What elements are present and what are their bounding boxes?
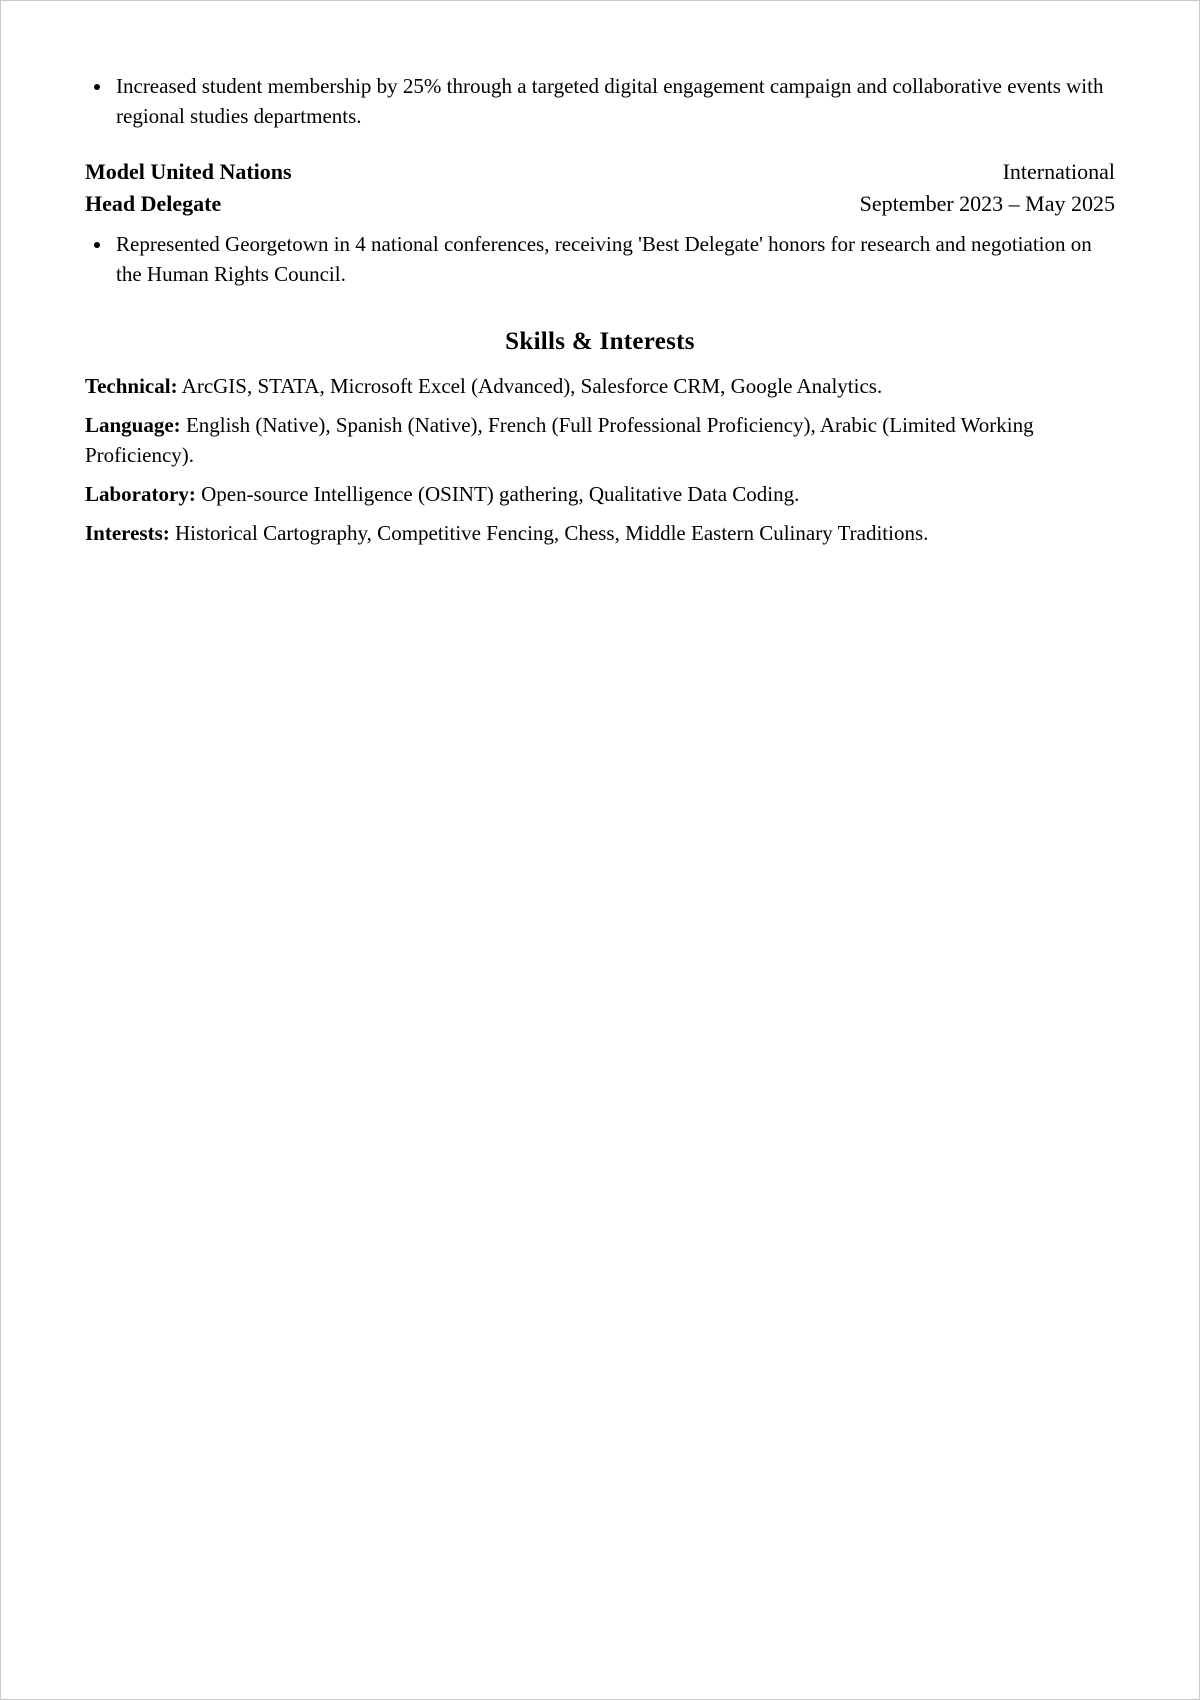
skill-label: Interests: (85, 521, 170, 545)
skill-label: Technical: (85, 374, 178, 398)
skill-line-laboratory (85, 479, 1115, 509)
entry-location: International (1002, 159, 1115, 184)
experience-entry-model-un (85, 157, 1115, 289)
role-title: Head Delegate (85, 191, 222, 216)
bullet-item: Increased student membership by 25% through a targeted digital engagement campaign and collaborative events with regional studies departments. (85, 71, 1115, 131)
organization-name: Model United Nations (85, 159, 292, 184)
skill-value: Historical Cartography, Competitive Fencing, Chess, Middle Eastern Culinary Traditions. (175, 521, 929, 545)
skill-value: Open-source Intelligence (OSINT) gathering, Qualitative Data Coding. (201, 482, 800, 506)
skill-value: ArcGIS, STATA, Microsoft Excel (Advanced), Salesforce CRM, Google Analytics. (181, 374, 883, 398)
skill-line-language (85, 410, 1115, 470)
skills-list (85, 371, 1115, 548)
skill-label: Language: (85, 413, 181, 437)
skill-label: Laboratory: (85, 482, 196, 506)
bullet-item: Represented Georgetown in 4 national conferences, receiving 'Best Delegate' honors for research and negotiation on the Human Rights Council. (85, 229, 1115, 289)
skill-value: English (Native), Spanish (Native), French (Full Professional Proficiency), Arabic (Limited Working Proficiency). (85, 413, 1034, 467)
entry-subheader-row (85, 189, 1115, 221)
skill-line-interests (85, 518, 1115, 548)
entry-dates: September 2023 – May 2025 (859, 191, 1115, 216)
entry-header-row (85, 157, 1115, 189)
entry-bullet-list (85, 229, 1115, 289)
skill-line-technical (85, 371, 1115, 401)
intro-bullet-list (85, 71, 1115, 131)
section-title-skills: Skills & Interests (505, 328, 695, 355)
